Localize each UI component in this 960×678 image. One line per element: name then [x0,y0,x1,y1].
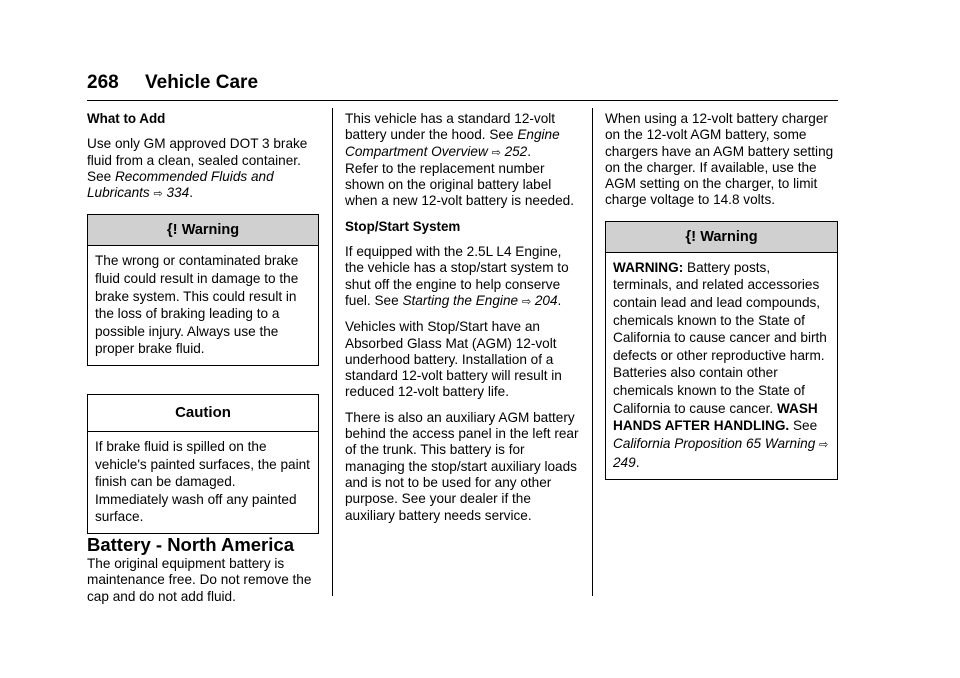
page-number: 268 [87,72,119,93]
p1-page: 252 [504,143,528,159]
prop65-link[interactable] [613,436,828,471]
warning-text: Battery posts, terminals, and related accessories contain lead and lead compounds, chemicals known to the State of California to cause cancer and birth defects or other reproductive harm. Batteries also contain other chemicals known to the State of California to cause cancer. [613,259,827,416]
warning-header [606,222,837,253]
warning-header [88,215,318,246]
what-to-add-heading: What to Add [87,111,166,126]
charger-paragraph: When using a 12-volt battery charger on the 12-volt AGM battery, some chargers have an AGM battery setting on the charger. If available, use the AGM setting on the charger, to limit charge voltage to 14.8 volts. [605,111,834,208]
what-to-add-text: Use only GM approved DOT 3 brake fluid from a clean, sealed container. See [87,136,308,184]
p1-text: This vehicle has a standard 12-volt battery under the hood. See [345,111,556,143]
what-to-add-link[interactable] [87,169,274,200]
warning-ref: California Proposition 65 Warning [613,435,816,451]
warning-body: WARNING: Battery posts, terminals, and related accessories contain lead and lead compounds, chemicals known to the State of California to cause cancer and birth defects or other reproductive harm. Batteries also contain other chemicals known to the State of California to cause cancer. WASH HANDS AFTER HANDLING. See California Proposition 65 Warning ⇨ 249. [613,259,829,471]
caution-header: Caution [88,395,318,432]
p2-text: If equipped with the 2.5L L4 Engine, the vehicle has a stop/start system to shut off the engine to help conserve fuel. See [345,244,569,308]
warning-label: WARNING: [613,259,684,275]
warning-bracket-icon: {! [685,227,697,245]
brake-fluid-warning-box [87,214,319,366]
warning-title: Warning [181,222,240,239]
page-ref-arrow-icon: ⇨ [819,438,829,451]
warning-see: See [789,418,818,434]
agm-battery-paragraph: Vehicles with Stop/Start have an Absorbed Glass Mat (AGM) 12-volt underhood battery. Installation of a standard 12-volt battery will result in reduced 12-volt battery life. [345,319,562,400]
p2-page: 204 [534,292,558,308]
section-title: Vehicle Care [145,72,259,93]
page-ref-arrow-icon: ⇨ [491,146,501,159]
auxiliary-battery-paragraph: There is also an auxiliary AGM battery behind the access panel in the left rear of the trunk. This battery is for managing the stop/start auxiliary loads and is not to be used for any other purpose. See your dealer if the auxiliary battery needs service. [345,409,579,523]
column-divider-left [332,108,333,596]
column-divider-right [592,108,593,596]
column-3 [605,111,838,480]
page-ref-arrow-icon: ⇨ [521,295,532,308]
what-to-add-paragraph: Use only GM approved DOT 3 brake fluid from a clean, sealed container. See Recommended Fluids and Lubricants ⇨ 334. [87,136,308,201]
stop-start-heading: Stop/Start System [345,218,461,234]
column-1 [87,111,319,605]
warning-bracket-icon: {! [166,221,178,239]
page-ref-arrow-icon: ⇨ [153,188,163,201]
what-to-add-ref: Recommended Fluids and Lubricants [87,168,274,201]
battery-paragraph: The original equipment battery is maintenance free. Do not remove the cap and do not add fluid. [87,556,312,604]
page-header [87,70,838,101]
caution-box [87,394,319,534]
caution-body: If brake fluid is spilled on the vehicle's painted surfaces, the paint finish can be damaged. Immediately wash off any painted surface. [95,439,310,525]
p1-text2: Refer to the replacement number shown on the original battery label when a new 12-volt battery is needed. [345,160,574,209]
battery-warning-box [605,221,838,480]
warning-page: 249 [613,455,636,471]
warning-body: The wrong or contaminated brake fluid could result in damage to the brake system. This could result in the loss of braking leading to a possible injury. Always use the proper brake fluid. [95,253,299,357]
what-to-add-page: 334 [166,185,190,201]
column-2 [345,111,581,524]
p1-ref: Engine Compartment Overview [345,127,560,159]
starting-engine-link[interactable] [402,293,557,308]
warning-title: Warning [700,228,758,245]
wash-hands-text: WASH HANDS AFTER HANDLING. [613,400,818,434]
stop-start-paragraph: If equipped with the 2.5L L4 Engine, the vehicle has a stop/start system to shut off the engine to help conserve fuel. See Starting the Engine ⇨ 204. [345,244,569,308]
battery-location-paragraph: This vehicle has a standard 12-volt battery under the hood. See Engine Compartment Overview ⇨ 252. Refer to the replacement number shown on the original battery label when a new 12-volt battery is needed. [345,111,574,209]
battery-heading: Battery - North America [87,534,294,556]
p2-ref: Starting the Engine [402,292,519,308]
